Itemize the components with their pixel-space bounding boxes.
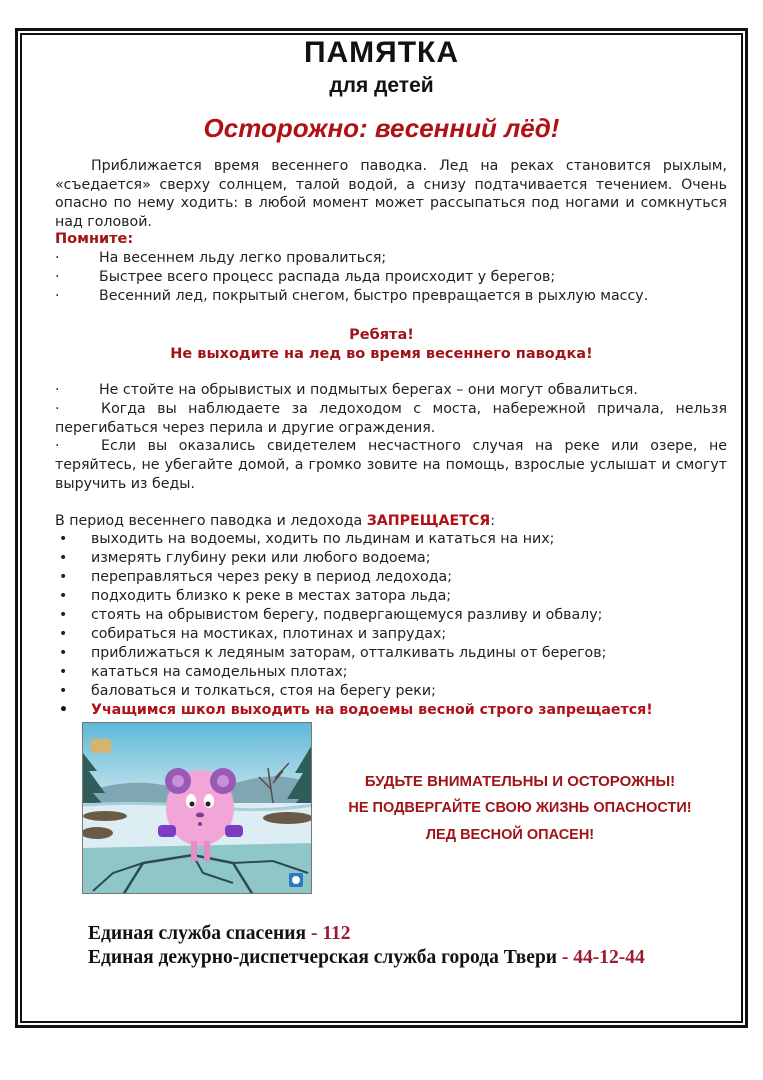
bullet-dot-icon: · bbox=[55, 400, 60, 417]
list-item: · Не стойте на обрывистых и подмытых берегах – они могут обвалиться. bbox=[55, 382, 638, 398]
bullet-dot-icon: · bbox=[55, 438, 60, 455]
list-item: · Быстрее всего процесс распада льда происходит у берегов; bbox=[55, 269, 556, 285]
warning-be-careful: БУДЬТЕ ВНИМАТЕЛЬНЫ И ОСТОРОЖНЫ! bbox=[364, 773, 676, 790]
bullet-icon: • bbox=[59, 683, 68, 699]
bullet-icon: • bbox=[59, 645, 68, 661]
list-item: • измерять глубину реки или любого водоема; bbox=[59, 550, 431, 566]
bullet-icon: • bbox=[59, 588, 68, 604]
remember-label: Помните: bbox=[55, 231, 134, 247]
page-title: ПАМЯТКА bbox=[303, 36, 460, 69]
contact-dispatch-service: Единая дежурно-диспетчерская служба города Твери - 44-12-44 bbox=[88, 947, 645, 968]
kids-call-heading: Ребята! bbox=[349, 327, 414, 343]
warning-ice-dangerous: ЛЕД ВЕСНОЙ ОПАСЕН! bbox=[425, 827, 595, 843]
advice-list bbox=[55, 381, 727, 494]
remember-list bbox=[55, 249, 727, 306]
warning-do-not-risk: НЕ ПОДВЕРГАЙТЕ СВОЮ ЖИЗНЬ ОПАСНОСТИ! bbox=[348, 800, 692, 816]
kids-call-message: Не выходите на лед во время весеннего паводка! bbox=[170, 346, 593, 362]
list-item: • баловаться и толкаться, стоя на берегу реки; bbox=[59, 683, 436, 699]
bullet-icon: • bbox=[59, 569, 68, 585]
bullet-icon: • bbox=[59, 531, 68, 547]
contact-rescue-service: Единая служба спасения - 112 bbox=[88, 923, 351, 944]
bullet-dot-icon: · bbox=[55, 250, 60, 266]
forbidden-list bbox=[55, 530, 735, 720]
bullet-dot-icon: · bbox=[55, 288, 60, 304]
list-item: • подходить близко к реке в местах затора льда; bbox=[59, 588, 452, 604]
list-item: • переправляться через реку в период ледохода; bbox=[59, 569, 453, 585]
bullet-icon: • bbox=[59, 702, 68, 718]
cartoon-illustration bbox=[82, 722, 312, 894]
list-item: • стоять на обрывистом берегу, подвергающемуся разливу и обвалу; bbox=[59, 607, 603, 623]
list-item: • кататься на самодельных плотах; bbox=[59, 664, 348, 680]
list-item: • выходить на водоемы, ходить по льдинам и кататься на них; bbox=[59, 531, 555, 547]
page-subtitle: для детей bbox=[329, 74, 434, 97]
bullet-dot-icon: · bbox=[55, 382, 60, 398]
forbidden-keyword: ЗАПРЕЩАЕТСЯ bbox=[366, 513, 491, 529]
forbidden-intro: В период весеннего паводка и ледохода ЗАПРЕЩАЕТСЯ: bbox=[55, 513, 496, 529]
list-item: • приближаться к ледяным заторам, отталкивать льдины от берегов; bbox=[59, 645, 607, 661]
list-item-strong-warning: • Учащимся школ выходить на водоемы весной строго запрещается! bbox=[59, 702, 653, 718]
phone-number: 112 bbox=[322, 923, 351, 944]
bullet-icon: • bbox=[59, 664, 68, 680]
list-item: · Весенний лед, покрытый снегом, быстро превращается в рыхлую массу. bbox=[55, 288, 649, 304]
bullet-icon: • bbox=[59, 626, 68, 642]
list-item: • собираться на мостиках, плотинах и запрудах; bbox=[59, 626, 447, 642]
intro-paragraph: Приближается время весеннего паводка. Лед на реках становится рыхлым, «съедается» сверху солнцем, талой водой, а снизу подтачивается течением. Очень опасно по нему ходить: в любой момент может рассыпаться под ногами и сомкнуться над головой. bbox=[55, 158, 727, 230]
list-item: · Если вы оказались свидетелем несчастного случая на реке или озере, не теряйтесь, не убегайте домой, а громко зовите на помощь, взрослые услышат и смогут выручить из беды. bbox=[55, 438, 727, 492]
bullet-icon: • bbox=[59, 550, 68, 566]
list-item: · На весеннем льду легко провалиться; bbox=[55, 250, 387, 266]
list-item: · Когда вы наблюдаете за ледоходом с моста, набережной причала, нельзя перегибаться через перила и другие ограждения. bbox=[55, 400, 727, 436]
bullet-icon: • bbox=[59, 607, 68, 623]
phone-number: 44-12-44 bbox=[573, 947, 645, 968]
bullet-dot-icon: · bbox=[55, 269, 60, 285]
page-headline: Осторожно: весенний лёд! bbox=[203, 113, 560, 143]
